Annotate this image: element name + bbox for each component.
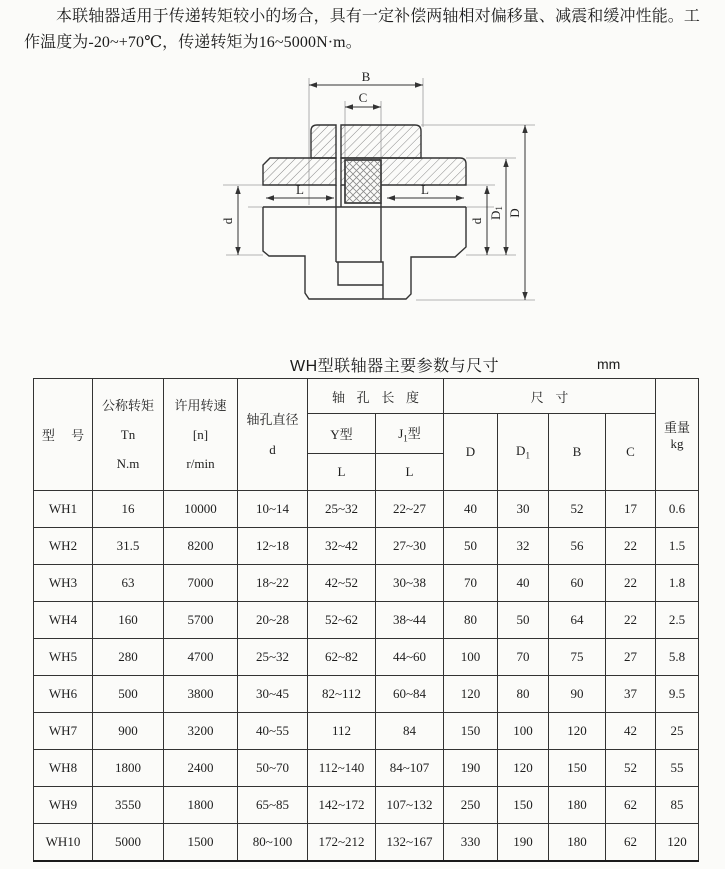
value-cell: 120 — [549, 713, 606, 750]
torque-symbol: Tn — [120, 427, 136, 442]
col-header-j1-type: $J_1$型 — [376, 414, 444, 454]
value-cell: 500 — [93, 676, 164, 713]
value-cell: 62~82 — [308, 639, 376, 676]
value-cell: 40~55 — [238, 713, 308, 750]
value-cell: 0.6 — [656, 491, 699, 528]
value-cell: 330 — [444, 824, 498, 861]
value-cell: 60~84 — [376, 676, 444, 713]
value-cell: 107~132 — [376, 787, 444, 824]
value-cell: 22~27 — [376, 491, 444, 528]
torque-unit: N.m — [116, 456, 140, 471]
value-cell: 250 — [444, 787, 498, 824]
left-hub-top — [311, 125, 336, 158]
value-cell: 22 — [606, 565, 656, 602]
table-header — [34, 379, 699, 491]
dim-label-L-left: L — [296, 182, 304, 197]
value-cell: 90 — [549, 676, 606, 713]
value-cell: 55 — [656, 750, 699, 787]
value-cell: 44~60 — [376, 639, 444, 676]
value-cell: 7000 — [164, 565, 238, 602]
value-cell: 142~172 — [308, 787, 376, 824]
value-cell: 120 — [656, 824, 699, 861]
value-cell: 56 — [549, 528, 606, 565]
value-cell: 180 — [549, 787, 606, 824]
value-cell: 1.8 — [656, 565, 699, 602]
value-cell: 82~112 — [308, 676, 376, 713]
model-cell: WH6 — [34, 676, 93, 713]
speed-name: 许用转速 — [174, 398, 227, 413]
value-cell: 160 — [93, 602, 164, 639]
value-cell: 1500 — [164, 824, 238, 861]
value-cell: 80 — [498, 676, 549, 713]
bore-name: 轴孔直径 — [246, 411, 299, 427]
value-cell: 112 — [308, 713, 376, 750]
value-cell: 52 — [606, 750, 656, 787]
value-cell: 25~32 — [238, 639, 308, 676]
value-cell: 42 — [606, 713, 656, 750]
table-row-WH2 — [34, 528, 699, 565]
speed-symbol: [n] — [192, 427, 209, 442]
table-row-WH5 — [34, 639, 699, 676]
weight-unit: kg — [670, 436, 684, 451]
jaw-interlock — [336, 203, 383, 299]
table-row-WH8 — [34, 750, 699, 787]
value-cell: 5.8 — [656, 639, 699, 676]
value-cell: 5000 — [93, 824, 164, 861]
value-cell: 70 — [498, 639, 549, 676]
part-outline — [263, 125, 466, 299]
value-cell: 70 — [444, 565, 498, 602]
value-cell: 60 — [549, 565, 606, 602]
dim-label-d-left: d — [220, 217, 235, 225]
table-row-WH4 — [34, 602, 699, 639]
value-cell: 900 — [93, 713, 164, 750]
value-cell: 63 — [93, 565, 164, 602]
value-cell: 85 — [656, 787, 699, 824]
value-cell: 25~32 — [308, 491, 376, 528]
value-cell: 62 — [606, 824, 656, 861]
value-cell: 8200 — [164, 528, 238, 565]
value-cell: 40 — [444, 491, 498, 528]
dim-label-L-right: L — [421, 182, 429, 197]
value-cell: 80 — [444, 602, 498, 639]
dim-label-d-right: d — [469, 217, 484, 225]
value-cell: 5700 — [164, 602, 238, 639]
dim-label-C: C — [358, 90, 368, 105]
value-cell: 1800 — [164, 787, 238, 824]
value-cell: 22 — [606, 528, 656, 565]
table-row-WH10 — [34, 824, 699, 861]
col-header-C: C — [606, 414, 656, 491]
value-cell: 27~30 — [376, 528, 444, 565]
value-cell: 10000 — [164, 491, 238, 528]
col-header-dimensions: 尺寸 — [444, 379, 656, 414]
model-cell: WH5 — [34, 639, 93, 676]
value-cell: 2400 — [164, 750, 238, 787]
col-header-D1: $D_1$ — [498, 414, 549, 491]
value-cell: 27 — [606, 639, 656, 676]
model-cell: WH1 — [34, 491, 93, 528]
value-cell: 112~140 — [308, 750, 376, 787]
dim-label-D1: D1 — [488, 206, 504, 220]
table-body — [34, 491, 699, 861]
coupling-section-drawing — [178, 55, 558, 335]
torque-name: 公称转矩 — [101, 398, 154, 413]
value-cell: 120 — [444, 676, 498, 713]
model-cell: WH7 — [34, 713, 93, 750]
dim-label-D: D — [507, 208, 522, 218]
value-cell: 52 — [549, 491, 606, 528]
speed-unit: r/min — [186, 456, 215, 471]
value-cell: 150 — [498, 787, 549, 824]
value-cell: 132~167 — [376, 824, 444, 861]
value-cell: 10~14 — [238, 491, 308, 528]
table-unit: mm — [597, 356, 621, 372]
value-cell: 100 — [444, 639, 498, 676]
value-cell: 1800 — [93, 750, 164, 787]
model-cell: WH2 — [34, 528, 93, 565]
value-cell: 62 — [606, 787, 656, 824]
dim-label-B: B — [361, 69, 371, 84]
value-cell: 42~52 — [308, 565, 376, 602]
model-cell: WH8 — [34, 750, 93, 787]
value-cell: 4700 — [164, 639, 238, 676]
left-flange — [263, 158, 336, 185]
value-cell: 172~212 — [308, 824, 376, 861]
value-cell: 12~18 — [238, 528, 308, 565]
value-cell: 100 — [498, 713, 549, 750]
value-cell: 20~28 — [238, 602, 308, 639]
col-header-B: B — [549, 414, 606, 491]
value-cell: 3550 — [93, 787, 164, 824]
value-cell: 37 — [606, 676, 656, 713]
right-hub-top — [341, 125, 421, 158]
value-cell: 9.5 — [656, 676, 699, 713]
value-cell: 40 — [498, 565, 549, 602]
value-cell: 18~22 — [238, 565, 308, 602]
model-cell: WH3 — [34, 565, 93, 602]
value-cell: 64 — [549, 602, 606, 639]
value-cell: 180 — [549, 824, 606, 861]
col-header-speed — [164, 379, 238, 491]
value-cell: 25 — [656, 713, 699, 750]
bore-symbol: d — [269, 441, 276, 457]
value-cell: 1.5 — [656, 528, 699, 565]
parameters-table — [33, 378, 699, 862]
col-header-bore-diameter — [238, 379, 308, 491]
value-cell: 50~70 — [238, 750, 308, 787]
value-cell: 3200 — [164, 713, 238, 750]
value-cell: 32~42 — [308, 528, 376, 565]
value-cell: 75 — [549, 639, 606, 676]
value-cell: 120 — [498, 750, 549, 787]
table-title: WH型联轴器主要参数与尺寸 — [290, 358, 500, 375]
value-cell: 17 — [606, 491, 656, 528]
value-cell: 22 — [606, 602, 656, 639]
value-cell: 30~45 — [238, 676, 308, 713]
table-row-WH1 — [34, 491, 699, 528]
value-cell: 190 — [498, 824, 549, 861]
weight-name: 重量 — [664, 420, 691, 435]
col-header-D: D — [444, 414, 498, 491]
col-header-bore-length: 轴孔长度 — [308, 379, 444, 414]
value-cell: 30~38 — [376, 565, 444, 602]
model-cell: WH10 — [34, 824, 93, 861]
value-cell: 2.5 — [656, 602, 699, 639]
value-cell: 50 — [498, 602, 549, 639]
col-header-y-type: Y型 — [308, 414, 376, 454]
value-cell: 84 — [376, 713, 444, 750]
value-cell: 38~44 — [376, 602, 444, 639]
table-row-WH7 — [34, 713, 699, 750]
value-cell: 30 — [498, 491, 549, 528]
value-cell: 32 — [498, 528, 549, 565]
value-cell: 65~85 — [238, 787, 308, 824]
model-cell: WH4 — [34, 602, 93, 639]
col-header-model: 型 号 — [34, 379, 93, 491]
table-row-WH9 — [34, 787, 699, 824]
col-header-L-j1: L — [376, 454, 444, 491]
value-cell: 190 — [444, 750, 498, 787]
intro-paragraph: 本联轴器适用于传递转矩较小的场合，具有一定补偿两轴相对偏移量、减震和缓冲性能。工作温度为-20~+70℃，传递转矩为16~5000N·m。 — [24, 8, 701, 51]
col-header-torque — [93, 379, 164, 491]
table-row-WH6 — [34, 676, 699, 713]
value-cell: 150 — [444, 713, 498, 750]
value-cell: 31.5 — [93, 528, 164, 565]
value-cell: 16 — [93, 491, 164, 528]
value-cell: 280 — [93, 639, 164, 676]
model-cell: WH9 — [34, 787, 93, 824]
value-cell: 80~100 — [238, 824, 308, 861]
value-cell: 150 — [549, 750, 606, 787]
col-header-L-y: L — [308, 454, 376, 491]
value-cell: 3800 — [164, 676, 238, 713]
value-cell: 52~62 — [308, 602, 376, 639]
table-row-WH3 — [34, 565, 699, 602]
value-cell: 50 — [444, 528, 498, 565]
col-header-weight — [656, 379, 699, 491]
value-cell: 84~107 — [376, 750, 444, 787]
